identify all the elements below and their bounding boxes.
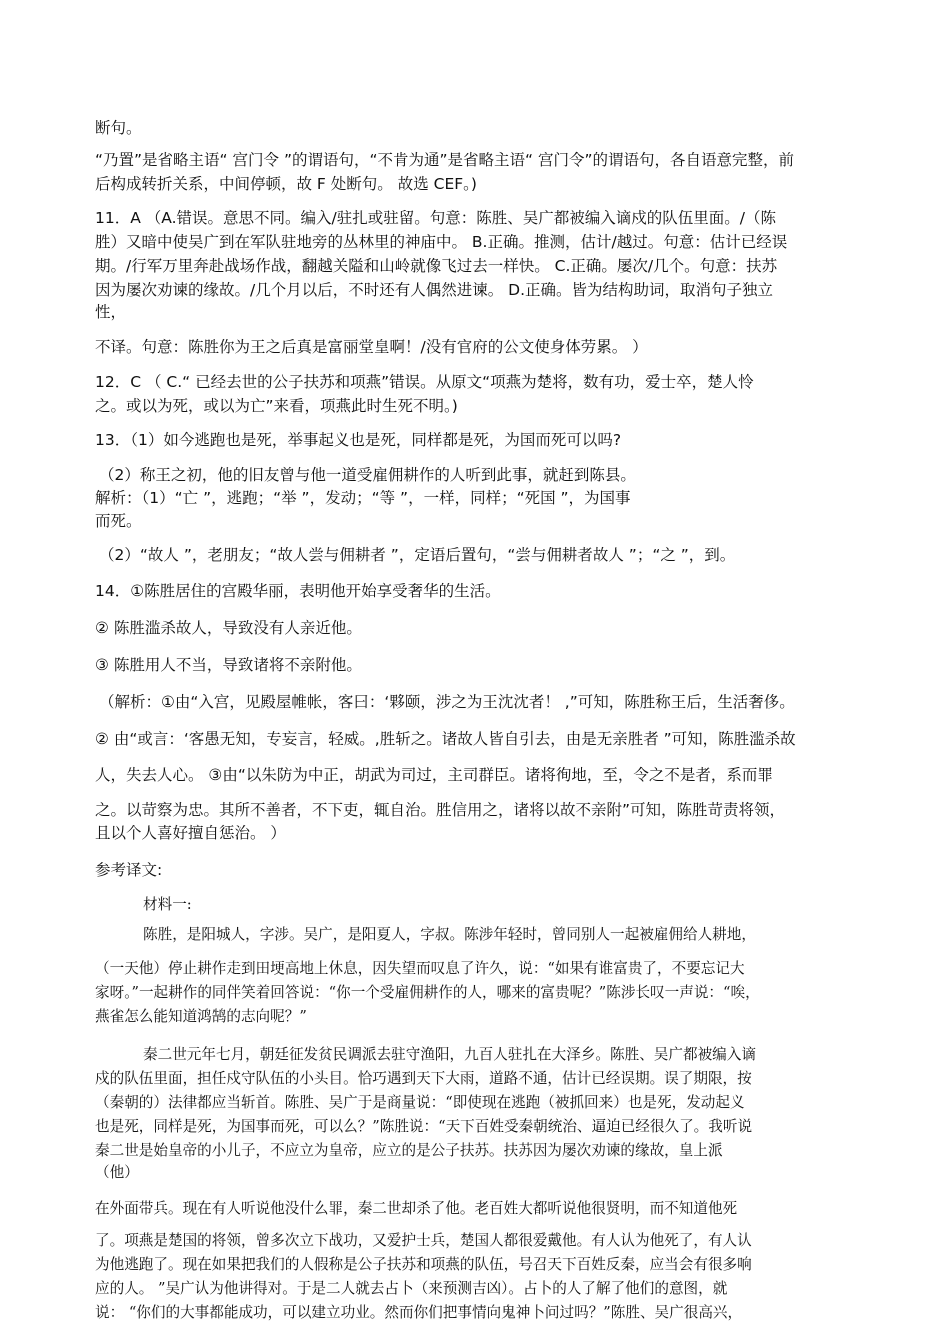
text-line: 之。以苛察为忠。其所不善者，不下吏，辄自治。胜信用之，诸将以故不亲附”可知，陈胜苛责将领， [95,801,786,819]
text-line: 且以个人喜好擅自惩治。 ） [95,824,286,842]
text-line: 11．A （A.错误。意思不同。编入/驻扎或驻留。句意：陈胜、吴广都被编入谪戍的队伍里面。/（陈 [95,209,776,227]
text-line: 陈胜，是阳城人，字涉。吴广，是阳夏人，字叔。陈涉年轻时，曾同别人一起被雇佣给人耕地， [143,926,756,943]
text-line: 说： “你们的大事都能成功，可以建立功业。然而你们把事情向鬼神卜问过吗？”陈胜、吴广很高兴， [95,1304,743,1321]
text-line: 戍的队伍里面，担任戍守队伍的小头目。恰巧遇到天下大雨，道路不通，估计已经误期。误了期限，按 [95,1070,752,1087]
text-line: 了。项燕是楚国的将领，曾多次立下战功，又爱护士兵，楚国人都很爱戴他。有人认为他死了，有人认 [95,1232,752,1249]
text-line: 应的人。 ”吴广认为他讲得对。于是二人就去占卜（来预测吉凶）。占卜的人了解了他们的意图，就 [95,1280,728,1297]
text-line: 秦二世是始皇帝的小儿子，不应立为皇帝，应立的是公子扶苏。扶苏因为屡次劝谏的缘故，皇上派 [95,1142,723,1159]
text-line: 不译。句意：陈胜你为王之后真是富丽堂皇啊！/没有官府的公文使身体劳累。 ） [95,338,648,356]
text-line: 而死。 [95,512,142,530]
text-line: 13．（1）如今逃跑也是死，举事起义也是死，同样都是死，为国而死可以吗? [95,431,622,449]
text-line: 14．①陈胜居住的宫殿华丽，表明他开始享受奢华的生活。 [95,582,501,600]
text-line: （他） [95,1164,139,1181]
text-line: 断句。 [95,119,142,137]
text-line: 性， [95,303,127,321]
text-line: 材料一: [143,896,192,913]
text-line: 人，失去人心。 ③由“以朱防为中正，胡武为司过，主司群臣。诸将徇地，至，令之不是者，系而罪 [95,766,773,784]
text-line: 12．C （ C.“ 已经去世的公子扶苏和项燕”错误。从原文“项燕为楚将，数有功，爱士卒，楚人怜 [95,373,754,391]
text-line: 也是死，同样是死，为国事而死，可以么？”陈胜说：“天下百姓受秦朝统治、逼迫已经很久了。我听说 [95,1118,753,1135]
text-line: （秦朝的）法律都应当斩首。陈胜、吴广于是商量说：“即使现在逃跑（被抓回来）也是死，发动起义 [95,1094,745,1111]
section-heading: 参考译文: [95,861,163,879]
text-line: ② 由“或言：‘客愚无知，专妄言，轻威。,胜斩之。诸故人皆自引去，由是无亲胜者 ”可知，陈胜滥杀故 [95,730,796,748]
text-line: 家呀。”一起耕作的同伴笑着回答说：“你一个受雇佣耕作的人，哪来的富贵呢？”陈涉长叹一声说：“唉， [95,984,760,1001]
text-line: （2）称王之初，他的旧友曾与他一道受雇佣耕作的人听到此事，就赶到陈县。 [99,466,636,484]
text-line: （解析：①由“入宫，见殿屋帷帐，客曰：‘夥颐，涉之为王沈沈者！ ,”可知，陈胜称王后，生活奢侈。 [99,693,795,711]
text-line: 之。或以为死，或以为亡”来看，项燕此时生死不明。) [95,397,458,415]
text-line: 燕雀怎么能知道鸿鹄的志向呢？” [95,1008,307,1025]
text-line: 胜）又暗中使吴广到在军队驻地旁的丛林里的神庙中。 B.正确。推测，估计/越过。句意：估计已经误 [95,233,788,251]
text-line: 秦二世元年七月，朝廷征发贫民调派去驻守渔阳，九百人驻扎在大泽乡。陈胜、吴广都被编入谪 [143,1046,756,1063]
text-line: “乃置”是省略主语“ 宫门令 ”的谓语句，“不肯为通”是省略主语“ 宫门令”的谓语句，各自语意完整，前 [95,151,795,169]
text-line: 因为屡次劝谏的缘故。/几个月以后，不时还有人偶然进谏。 D.正确。皆为结构助词，取消句子独立 [95,281,774,299]
text-line: ③ 陈胜用人不当，导致诸将不亲附他。 [95,656,362,674]
text-line: 在外面带兵。现在有人听说他没什么罪，秦二世却杀了他。老百姓大都听说他很贤明，而不知道他死 [95,1200,738,1217]
text-line: 解析：（1）“亡 ”，逃跑；“举 ”，发动；“等 ”，一样，同样；“死国 ”，为国事 [95,489,631,507]
text-line: （2）“故人 ”，老朋友；“故人尝与佣耕者 ”，定语后置句，“尝与佣耕者故人 ”；“之 ”，到。 [99,546,736,564]
text-line: （一天他）停止耕作走到田埂高地上休息，因失望而叹息了许久，说：“如果有谁富贵了，不要忘记大 [95,960,745,977]
text-line: 后构成转折关系，中间停顿，故 F 处断句。 故选 CEF。) [95,175,477,193]
text-line: ② 陈胜滥杀故人，导致没有人亲近他。 [95,619,362,637]
text-line: 期。/行军万里奔赴战场作战，翻越关隘和山岭就像飞过去一样快。 C.正确。屡次/几个。句意：扶苏 [95,257,778,275]
text-line: 为他逃跑了。现在如果把我们的人假称是公子扶苏和项燕的队伍，号召天下百姓反秦，应当会有很多响 [95,1256,752,1273]
